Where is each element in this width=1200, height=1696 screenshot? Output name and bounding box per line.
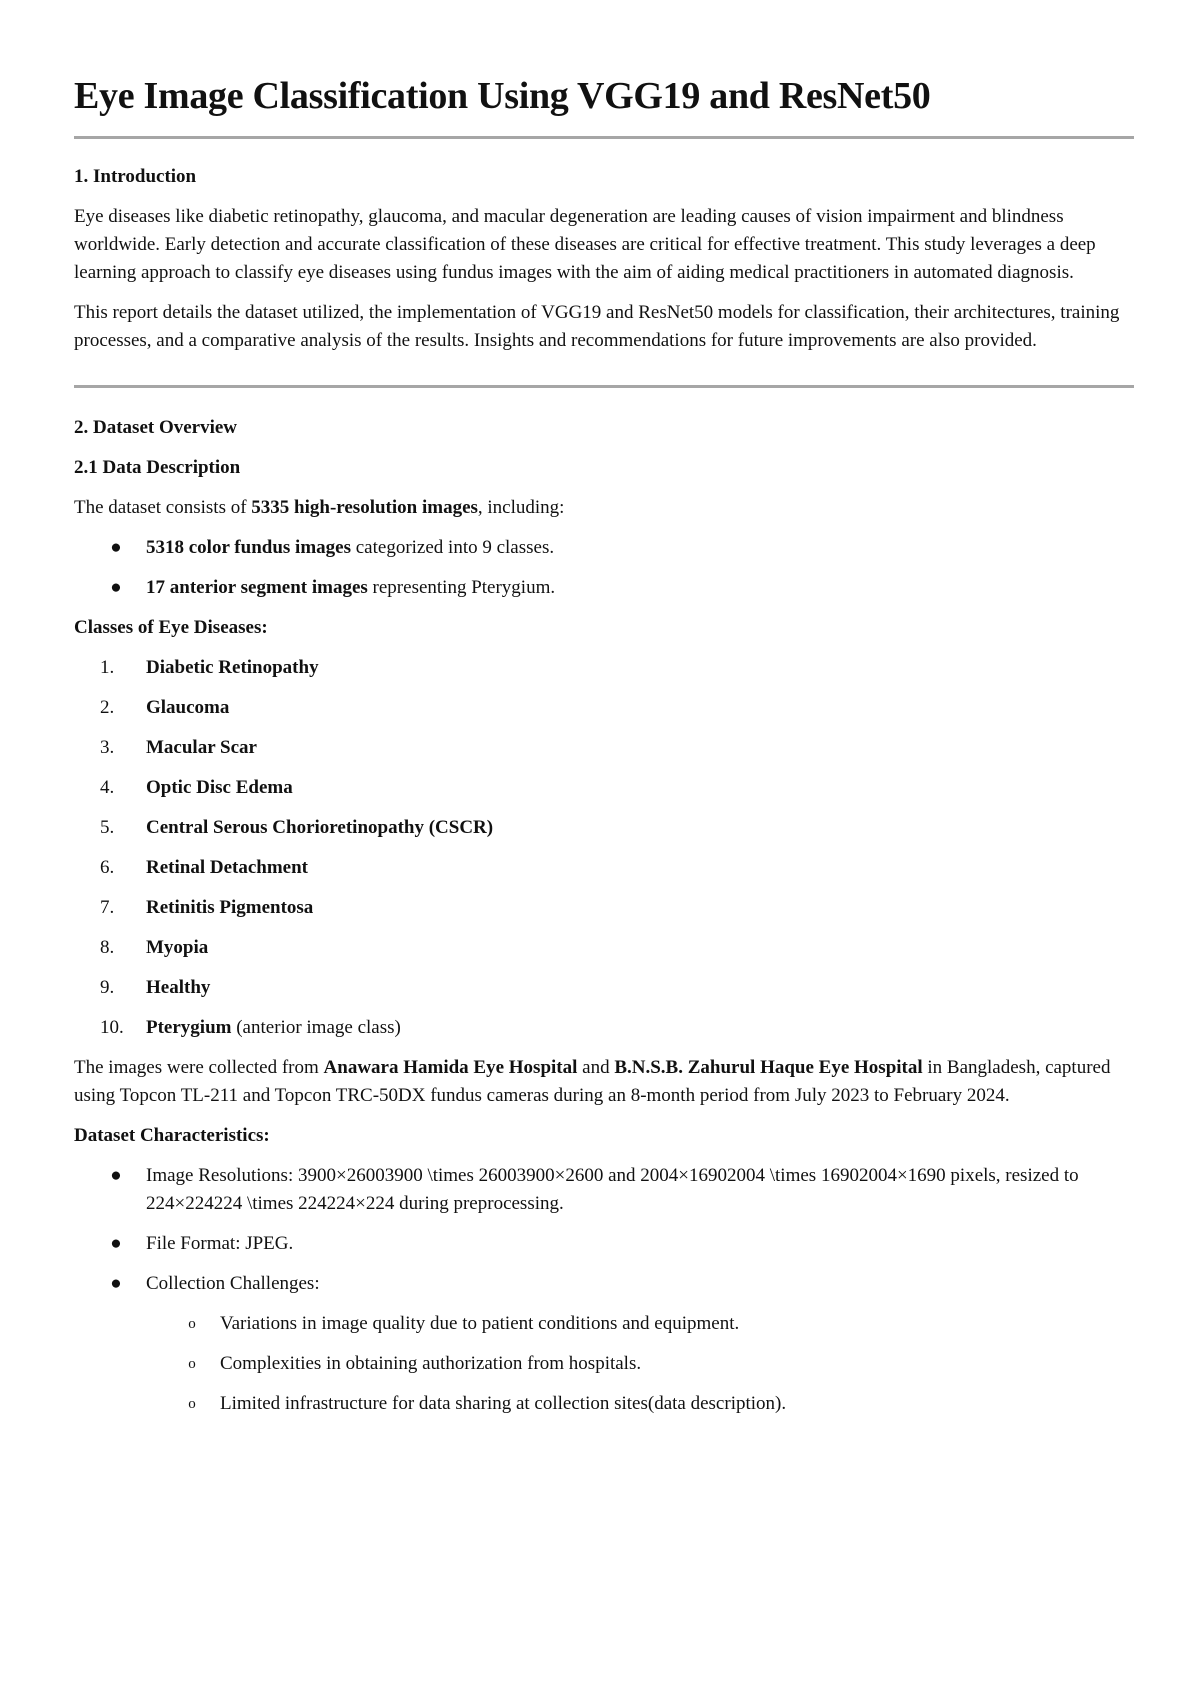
bullet-icon: ● [110,577,122,598]
includes-list [74,534,1134,602]
list-item: o Complexities in obtaining authorization from hospitals. [74,1350,1134,1378]
circle-bullet-icon: o [188,1396,196,1412]
introduction-paragraph-1: Eye diseases like diabetic retinopathy, glaucoma, and macular degeneration are leading causes of vision impairment and blindness worldwide. Early detection and accurate classification of these diseases are critical for effective treatment. This study leverages a deep learning approach to classify eye diseases using fundus images with the aim of aiding medical practitioners in automated diagnosis. [74,206,1096,283]
characteristics-heading: Dataset Characteristics: [74,1125,270,1146]
dataset-consists-line: The dataset consists of 5335 high-resolution images, including: [74,497,565,518]
class-item: 1. Diabetic Retinopathy [100,657,319,678]
introduction-heading: 1. Introduction [74,166,197,187]
dataset-heading: 2. Dataset Overview [74,417,238,438]
list-item: ● Image Resolutions: 3900×26003900 \times 26003900×2600 and 2004×16902004 \times 16902004×1690 pixels, resized to 224×224224 \times 224224×224 during preprocessing. [74,1162,1134,1218]
class-item: 2. Glaucoma [100,697,230,718]
class-item: 4. Optic Disc Edema [100,777,293,798]
class-item: 8. Myopia [100,937,209,958]
bullet-icon: ● [110,1165,122,1186]
introduction-paragraph-2: This report details the dataset utilized, the implementation of VGG19 and ResNet50 models for classification, their architectures, training processes, and a comparative analysis of the results. Insights and recommendations for future improvements are also provided. [74,302,1120,351]
challenges-list [74,1310,1134,1418]
document-title: Eye Image Classification Using VGG19 and ResNet50 [74,75,931,117]
hospital-2: B.N.S.B. Zahurul Haque Eye Hospital [614,1057,923,1078]
introduction-section [74,163,1134,355]
bullet-icon: ● [110,1233,122,1254]
class-item: 3. Macular Scar [100,737,257,758]
data-description-heading: 2.1 Data Description [74,457,241,478]
list-item: ● 5318 color fundus images categorized into 9 classes. [74,534,1134,562]
collection-paragraph: The images were collected from Anawara Hamida Eye Hospital and B.N.S.B. Zahurul Haque Eye Hospital in Bangladesh, captured using Topcon TL-211 and Topcon TRC-50DX fundus cameras during an 8-month period from July 2023 to February 2024. [74,1057,1111,1106]
bullet-icon: ● [110,537,122,558]
class-item: 6. Retinal Detachment [100,857,308,878]
classes-list [74,654,1134,1042]
characteristics-list [74,1162,1134,1298]
bullet-icon: ● [110,1273,122,1294]
list-item: o Variations in image quality due to patient conditions and equipment. [74,1310,1134,1338]
list-item: o Limited infrastructure for data sharing at collection sites(data description). [74,1390,1134,1418]
list-item: ● 17 anterior segment images representing Pterygium. [74,574,1134,602]
class-item: 9. Healthy [100,977,211,998]
image-count: 5335 high-resolution images [251,497,478,518]
class-item: 5. Central Serous Chorioretinopathy (CSCR) [100,817,494,838]
classes-heading: Classes of Eye Diseases: [74,617,268,638]
title-divider [74,136,1134,139]
hospital-1: Anawara Hamida Eye Hospital [323,1057,578,1078]
list-item: ● File Format: JPEG. [74,1230,1134,1258]
class-item: 7. Retinitis Pigmentosa [100,897,314,918]
dataset-section [74,414,1134,1418]
circle-bullet-icon: o [188,1356,196,1372]
list-item: ● Collection Challenges: [74,1270,1134,1298]
section-divider [74,385,1134,388]
circle-bullet-icon: o [188,1316,196,1332]
class-item: 10. Pterygium (anterior image class) [100,1017,401,1038]
